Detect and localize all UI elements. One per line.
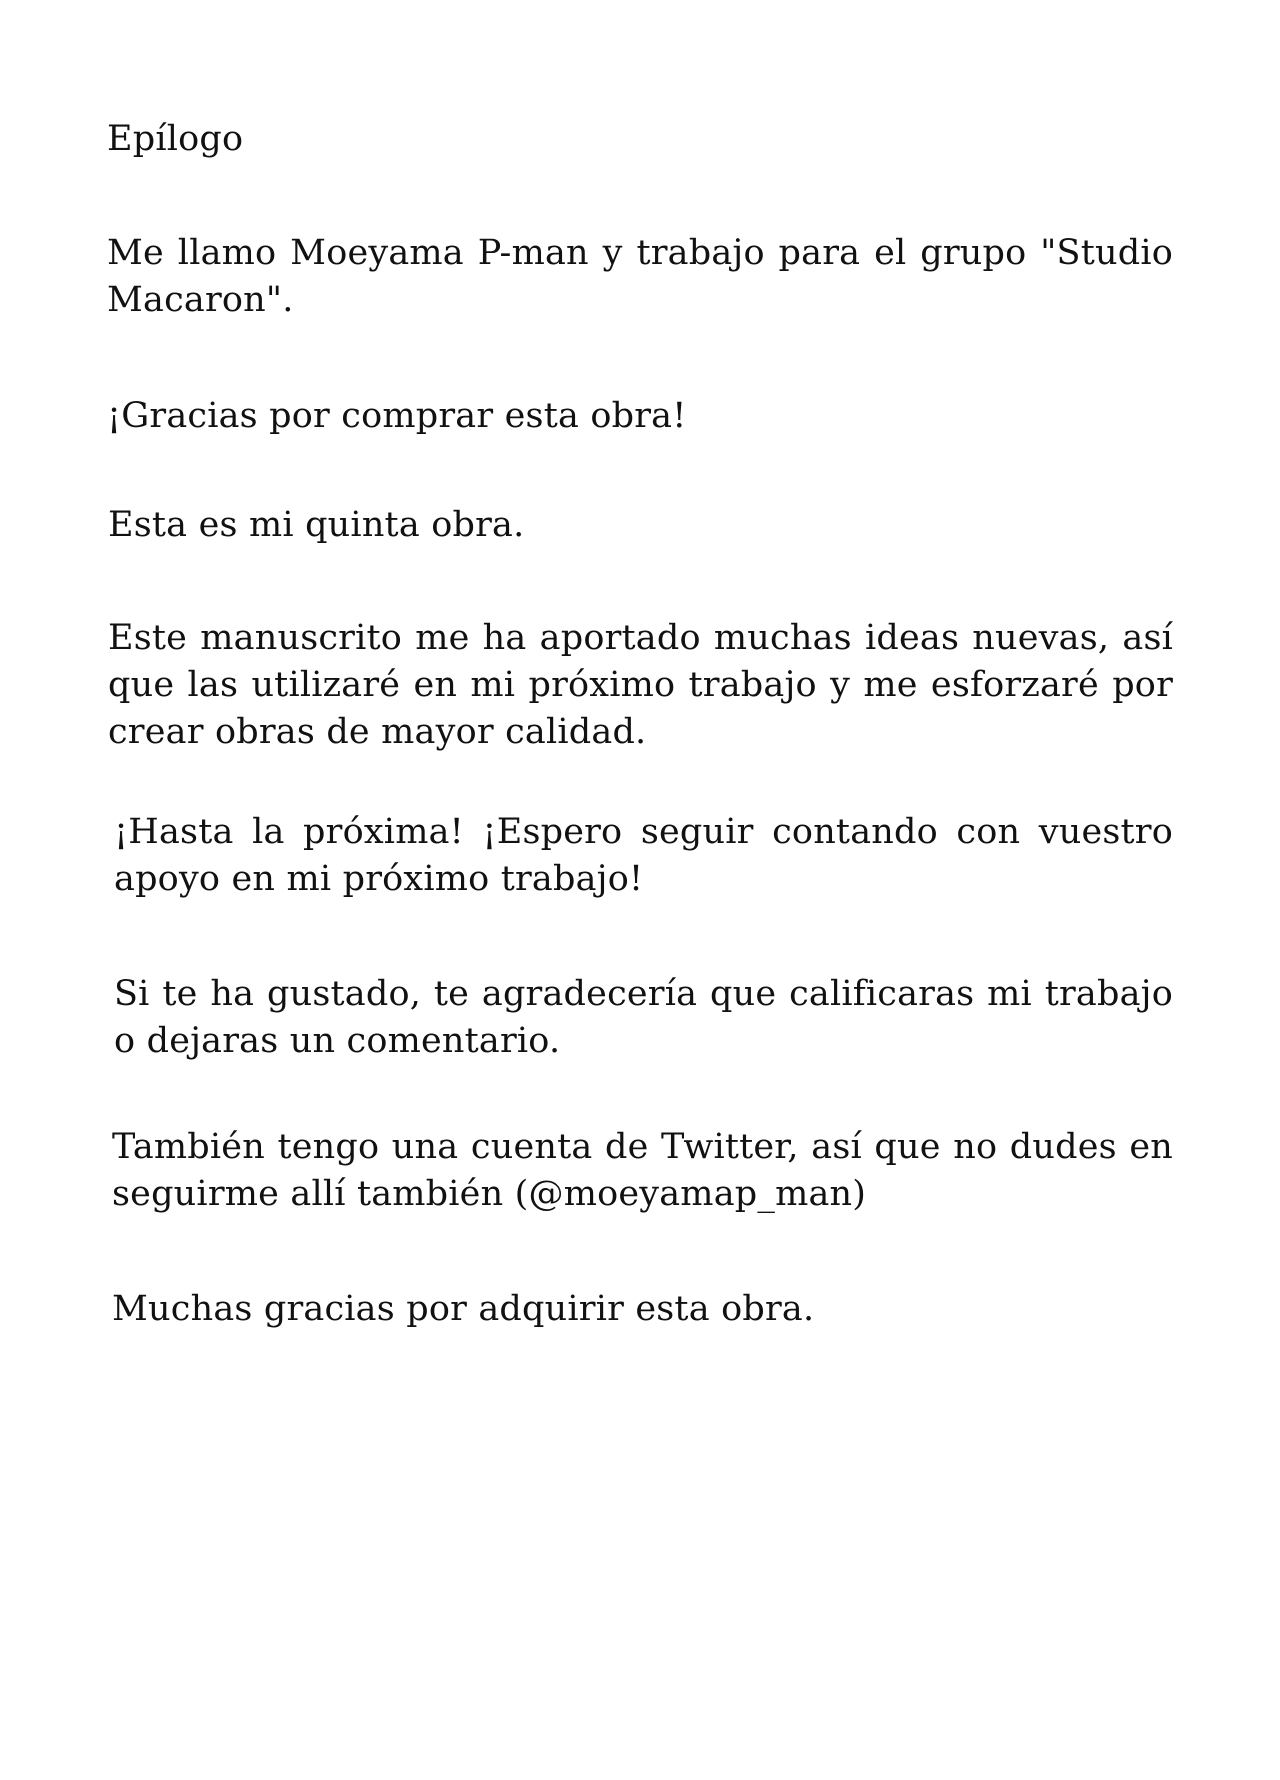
paragraph-rating-request: Si te ha gustado, te agradecería que calificaras mi trabajo o dejaras un comentario.	[114, 974, 1173, 1061]
page-title: Epílogo	[107, 119, 244, 159]
paragraph-twitter: También tengo una cuenta de Twitter, así que no dudes en seguirme allí también (@moeyamap_man)	[112, 1127, 1173, 1214]
paragraph-introduction: Me llamo Moeyama P-man y trabajo para el grupo "Studio Macaron".	[107, 233, 1173, 320]
paragraph-closing-thanks: Muchas gracias por adquirir esta obra.	[112, 1289, 815, 1329]
paragraph-new-ideas: Este manuscrito me ha aportado muchas ideas nuevas, así que las utilizaré en mi próximo trabajo y me esforzaré por crear obras de mayor calidad.	[108, 618, 1173, 752]
paragraph-thanks: ¡Gracias por comprar esta obra!	[107, 396, 687, 436]
paragraph-until-next: ¡Hasta la próxima! ¡Espero seguir contando con vuestro apoyo en mi próximo trabajo!	[114, 812, 1173, 899]
paragraph-fifth-work: Esta es mi quinta obra.	[108, 505, 525, 545]
